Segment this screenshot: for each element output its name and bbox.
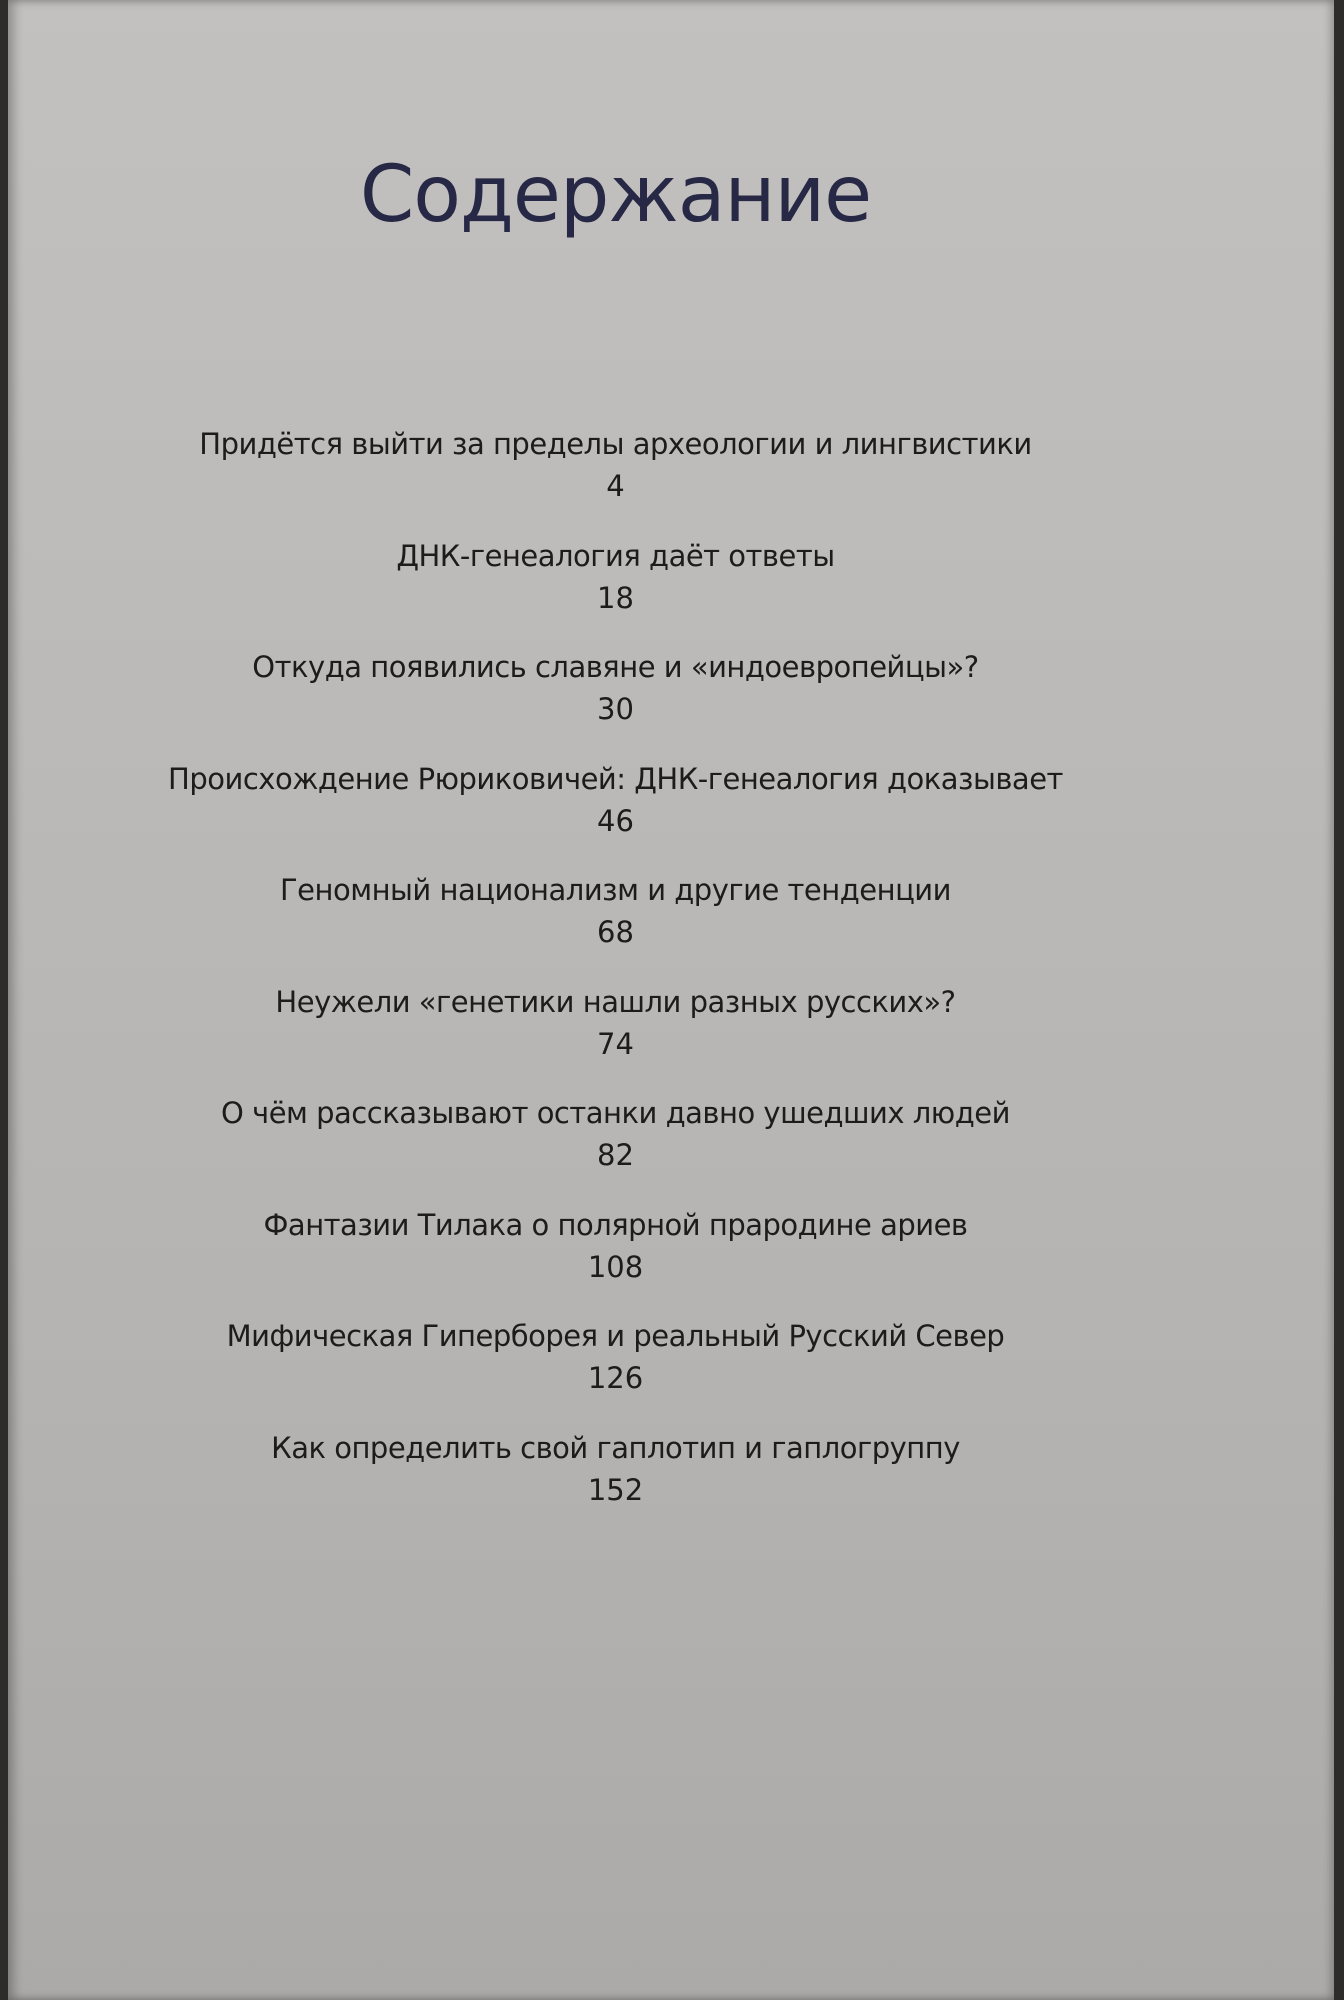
toc-entry-page: 30	[597, 692, 634, 726]
toc-entry-page: 152	[587, 1472, 644, 1507]
toc-entry-page: 126	[587, 1361, 644, 1395]
toc-entry-title: ДНК-генеалогия даёт ответы	[396, 538, 835, 573]
toc-entry	[8, 981, 1223, 1093]
toc-entry-title: Придётся выйти за пределы археологии и лингвистики	[199, 427, 1032, 461]
toc-entry-page: 46	[597, 803, 634, 838]
toc-entry	[8, 423, 1223, 535]
toc-entry-title: Геномный национализм и другие тенденции	[279, 873, 952, 907]
toc-entry	[8, 646, 1223, 758]
toc-entry	[8, 1204, 1223, 1316]
toc-entry-title: О чём рассказывают останки давно ушедших людей	[221, 1096, 1010, 1130]
toc-entry	[8, 1315, 1223, 1427]
toc-entry-page: 82	[597, 1138, 634, 1172]
toc-entry	[8, 758, 1223, 870]
toc-entry	[8, 1427, 1223, 1539]
toc-entry	[8, 535, 1223, 647]
toc-entry-page: 4	[606, 469, 625, 503]
toc-entry-title: Неужели «генетики нашли разных русских»?	[275, 984, 956, 1019]
toc-entry-page: 18	[597, 580, 634, 615]
page-title: Содержание	[359, 150, 872, 240]
toc-entry-title: Фантазии Тилака о полярной прародине ариев	[263, 1207, 968, 1242]
toc-entry	[8, 869, 1223, 981]
toc-entry-page: 68	[597, 915, 634, 949]
toc-entry-title: Откуда появились славяне и «индоевропейцы»?	[252, 650, 979, 684]
toc-entry-title: Как определить свой гаплотип и гаплогруппу	[271, 1430, 960, 1465]
table-of-contents	[8, 423, 1223, 1538]
toc-entry-page: 74	[597, 1026, 634, 1061]
toc-entry-title: Происхождение Рюриковичей: ДНК-генеалогия доказывает	[168, 761, 1063, 796]
toc-entry-page: 108	[587, 1249, 644, 1284]
toc-entry-title: Мифическая Гиперборея и реальный Русский Север	[226, 1319, 1005, 1353]
book-page	[8, 0, 1334, 2000]
toc-entry	[8, 1092, 1223, 1204]
